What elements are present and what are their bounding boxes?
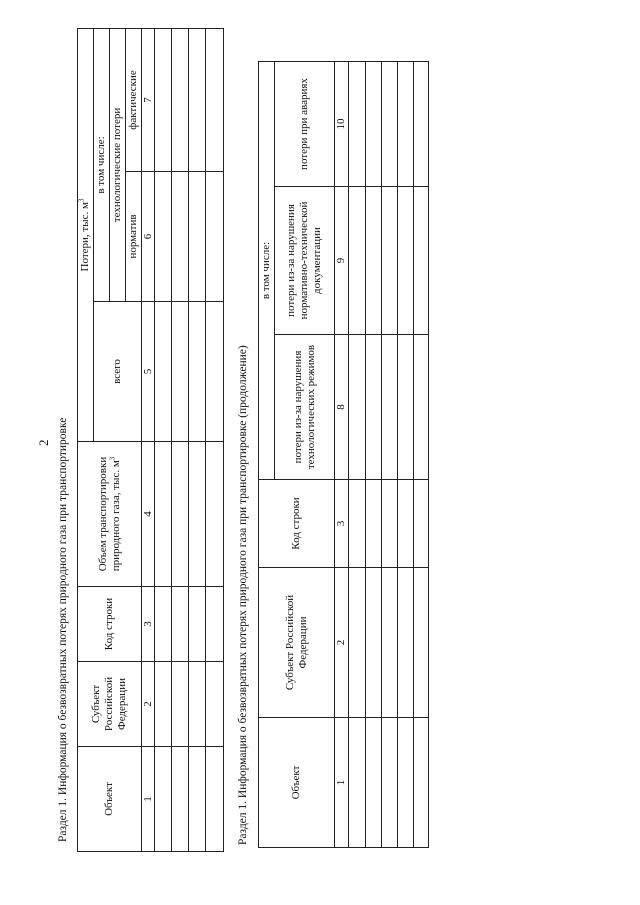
header-row-code: Код строки [259,480,335,568]
section1-table-wrap [77,29,223,852]
table-row [189,28,206,851]
section1-caption: Раздел 1. Информация о безвозвратных потерях природного газа при транспортировке [57,417,69,842]
column-number: 6 [142,172,155,302]
table-row [382,62,398,848]
column-number: 3 [142,587,155,662]
header-row-code: Код строки [78,587,142,662]
column-number: 2 [335,568,349,718]
header-losses-total: всего [94,302,142,442]
header-including: в том числе: [94,28,110,301]
header-including: в том числе: [259,62,275,480]
header-norm: норматив [126,172,142,302]
header-violation-docs: потери из-за нарушения нормативно-технической документации [275,187,335,335]
section1-cont-caption: Раздел 1. Информация о безвозвратных потерях природного газа при транспортировке (продолжение) [237,345,249,845]
header-accidents: потери при авариях [275,62,335,187]
header-losses: Потери, тыс. $м^3$ [78,28,94,441]
header-subject: Субъект Российской Федерации [259,568,335,718]
column-number: 10 [335,62,349,187]
table-row [349,62,366,848]
table-row [366,62,382,848]
column-number: 8 [335,335,349,480]
column-number: 1 [335,718,349,848]
header-object: Объект [78,747,142,852]
column-number: 9 [335,187,349,335]
column-number: 7 [142,28,155,171]
header-object: Объект [259,718,335,848]
column-numbers-row [335,62,349,848]
column-number: 5 [142,302,155,442]
header-tech-losses: технологические потери [110,28,126,301]
table-row [398,62,414,848]
header-actual: фактические [126,28,142,171]
header-violation-regimes: потери из-за нарушения технологических режимов [275,335,335,480]
column-number: 1 [142,747,155,852]
table-row [414,62,429,848]
column-number: 4 [142,442,155,587]
section1-cont-table [258,61,429,848]
section1-cont-table-wrap [258,78,428,848]
section1-table [77,28,224,852]
table-row [206,28,224,851]
header-volume: Объем транспортировки природного газа, тыс. $м^3$ [78,442,142,587]
column-number: 3 [335,480,349,568]
header-subject: Субъект Российской Федерации [78,662,142,747]
table-row [172,28,189,851]
column-numbers-row [142,28,155,851]
column-number: 2 [142,662,155,747]
page-number: 2 [36,439,51,446]
table-row [155,28,172,851]
